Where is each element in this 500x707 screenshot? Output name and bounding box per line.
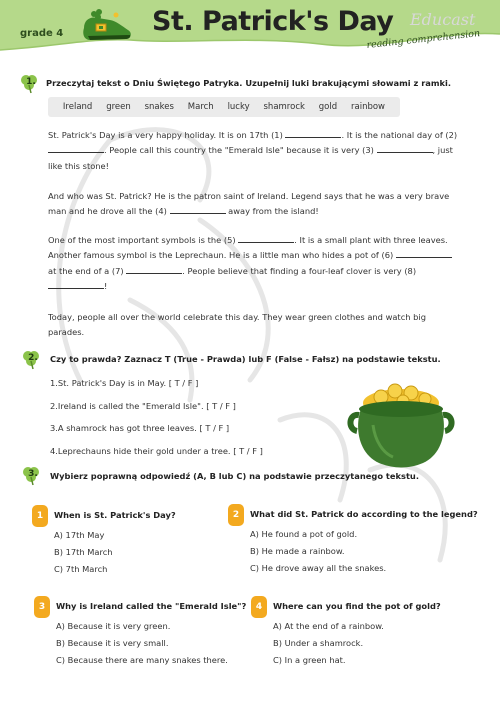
paragraph-text: , just like this stone! xyxy=(48,145,453,171)
word-bank-item: green xyxy=(106,102,131,112)
section-2-number: 2. xyxy=(28,353,38,363)
paragraph-text: . People believe that finding a four-leaf clover is very (8) xyxy=(182,265,417,276)
section-1-instruction: Przeczytaj tekst o Dniu Świętego Patryka. Uzupełnij luki brakującymi słowami z ramki. xyxy=(46,78,452,88)
gap-fill-blank[interactable] xyxy=(238,234,294,243)
answer-option[interactable]: A) Because it is very green. xyxy=(56,621,171,631)
answer-option[interactable]: A) He found a pot of gold. xyxy=(250,529,358,539)
question-number: 2 xyxy=(228,504,244,526)
answer-options xyxy=(56,618,228,669)
section-3-instruction: Wybierz poprawną odpowiedź (A, B lub C) na podstawie przeczytanego tekstu. xyxy=(50,471,419,481)
list-item: 4.Leprechauns hide their gold under a tree. [ T / F ] xyxy=(50,445,263,456)
page-title: St. Patrick's Day xyxy=(152,6,394,37)
answer-option[interactable]: C) He drove away all the snakes. xyxy=(250,563,387,573)
paragraph-text: . People call this country the "Emerald Isle" because it is very (3) xyxy=(104,145,377,156)
list-item: 1.St. Patrick's Day is in May. [ T / F ] xyxy=(50,378,199,388)
paragraph-1 xyxy=(48,128,460,174)
paragraph-text: St. Patrick's Day is a very happy holiday. It is on 17th (1) xyxy=(48,130,286,140)
answer-options xyxy=(250,526,386,577)
paragraph-text: at the end of a (7) xyxy=(48,265,127,276)
answer-option[interactable]: C) In a green hat. xyxy=(273,655,346,665)
gap-fill-blank[interactable] xyxy=(48,144,104,153)
answer-options xyxy=(273,618,384,669)
gap-fill-blank[interactable] xyxy=(48,280,104,289)
paragraph-text: Today, people all over the world celebrate this day. They wear green clothes and watch big parades. xyxy=(48,312,426,338)
grade-label: grade 4 xyxy=(20,28,64,39)
word-bank-item: March xyxy=(187,102,214,112)
answer-option[interactable]: B) He made a rainbow. xyxy=(250,546,345,556)
answer-option[interactable]: B) Under a shamrock. xyxy=(273,638,364,648)
paragraph-text: . It is a small plant with three leaves. Another famous symbol is the Leprechaun. He is a little man who hides a pot of (6) xyxy=(48,235,448,261)
brand-watermark-text: Educast xyxy=(410,10,476,29)
list-item: 2.Ireland is called the "Emerald Isle". [ T / F ] xyxy=(50,400,236,411)
question-number: 1 xyxy=(32,505,48,527)
list-item: 3.A shamrock has got three leaves. [ T / F ] xyxy=(50,423,230,434)
paragraph-3 xyxy=(48,233,460,295)
word-bank-item: gold xyxy=(318,102,338,112)
paragraph-text: away from the island! xyxy=(225,206,319,217)
section-3-number: 3. xyxy=(28,469,38,479)
section-1-number: 1. xyxy=(26,77,36,87)
word-bank xyxy=(48,97,400,117)
word-bank-item: lucky xyxy=(227,102,250,112)
paragraph-2 xyxy=(48,189,460,220)
paragraph-text: One of the most important symbols is the (5) xyxy=(48,235,239,245)
answer-option[interactable]: A) At the end of a rainbow. xyxy=(273,621,384,631)
gap-fill-blank[interactable] xyxy=(285,129,341,138)
leprechaun-shoe-icon xyxy=(76,6,136,46)
question-text: Why is Ireland called the "Emerald Isle"? xyxy=(56,601,247,611)
word-bank-item: snakes xyxy=(144,102,174,112)
word-bank-item: shamrock xyxy=(263,102,305,112)
answer-option[interactable]: C) Because there are many snakes there. xyxy=(56,655,228,665)
gap-fill-blank[interactable] xyxy=(126,265,182,274)
question-number: 3 xyxy=(34,596,50,618)
gap-fill-blank[interactable] xyxy=(377,144,433,153)
word-bank-item: rainbow xyxy=(351,102,385,112)
paragraph-text: And who was St. Patrick? He is the patron saint of Ireland. Legend says that he was a very brave man and he drove all the (4) xyxy=(48,191,450,217)
section-2-instruction: Czy to prawda? Zaznacz T (True - Prawda) lub F (False - Fałsz) na podstawie tekstu. xyxy=(50,354,441,364)
question-text: What did St. Patrick do according to the legend? xyxy=(250,509,478,519)
paragraph-text: . It is the national day of (2) xyxy=(341,130,458,140)
true-false-list xyxy=(50,372,263,462)
page-subtitle: reading comprehension xyxy=(366,28,481,51)
answer-option[interactable]: A) 17th May xyxy=(54,530,105,540)
question-number: 4 xyxy=(251,596,267,618)
paragraph-4 xyxy=(48,310,460,341)
question-text: Where can you find the pot of gold? xyxy=(273,601,441,611)
pot-of-gold-icon xyxy=(345,375,457,473)
gap-fill-blank[interactable] xyxy=(170,205,226,214)
question-text: When is St. Patrick's Day? xyxy=(54,510,176,520)
answer-option[interactable]: B) Because it is very small. xyxy=(56,638,169,648)
gap-fill-blank[interactable] xyxy=(396,249,452,258)
answer-option[interactable]: B) 17th March xyxy=(54,547,113,557)
word-bank-item: Ireland xyxy=(62,102,93,112)
paragraph-text: ! xyxy=(104,281,108,292)
answer-option[interactable]: C) 7th March xyxy=(54,564,108,574)
answer-options xyxy=(54,527,113,578)
